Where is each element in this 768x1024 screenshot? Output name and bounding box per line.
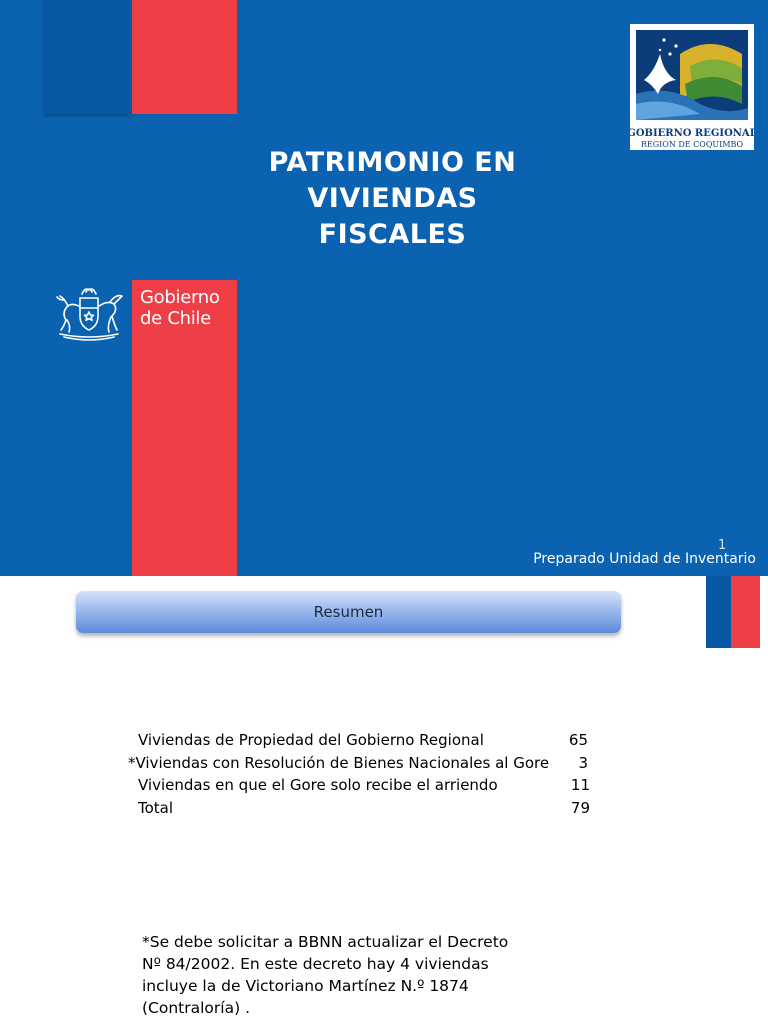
note-line-3: incluye la de Victoriano Martínez N.º 1874 [142,977,469,995]
brand-line-2: de Chile [140,308,211,329]
gobierno-de-chile-wordmark [140,287,236,329]
logo-line-1: GOBIERNO REGIONAL [630,128,754,139]
prepared-by-text: Preparado Unidad de Inventario [533,551,756,567]
regional-emblem-icon [630,24,754,150]
flag-red-block [132,0,237,114]
logo-line-2: REGION DE COQUIMBO [640,140,744,149]
footnote [142,931,532,1019]
summary-slide [0,576,768,1024]
mini-flag-blue [706,576,731,648]
title-line-3: FISCALES [318,219,467,250]
note-line-2: Nº 84/2002. En este decreto hay 4 viviendas [142,955,489,973]
summary-row [128,752,598,775]
row-value: 65 [568,731,588,749]
row-value: 79 [570,798,590,817]
flag-blue-block [42,0,132,114]
note-line-1: *Se debe solicitar a BBNN actualizar el Decreto [142,933,509,951]
title-line-1: PATRIMONIO EN [268,147,517,178]
row-label: Viviendas en que el Gore solo recibe el arriendo [138,776,498,794]
slide-title [220,145,565,253]
row-value: 3 [578,753,588,772]
brand-line-1: Gobierno [140,287,220,308]
note-line-4: (Contraloría) . [142,999,250,1017]
mini-flag-red [731,576,760,648]
page-number: 1 [718,538,727,553]
chile-coat-of-arms-icon [52,284,126,344]
title-line-2: VIVIENDAS [307,183,478,214]
summary-row [128,729,598,752]
resumen-title: Resumen [313,603,384,621]
row-label: *Viviendas con Resolución de Bienes Nacionales al Gore [128,753,550,772]
summary-table [128,729,598,819]
gobierno-regional-logo [630,24,754,150]
summary-row [128,797,598,820]
row-label: Total [138,798,174,817]
row-label: Viviendas de Propiedad del Gobierno Regional [138,731,484,749]
row-value: 11 [570,776,590,794]
resumen-header-bar [76,591,621,633]
summary-row [128,774,598,797]
